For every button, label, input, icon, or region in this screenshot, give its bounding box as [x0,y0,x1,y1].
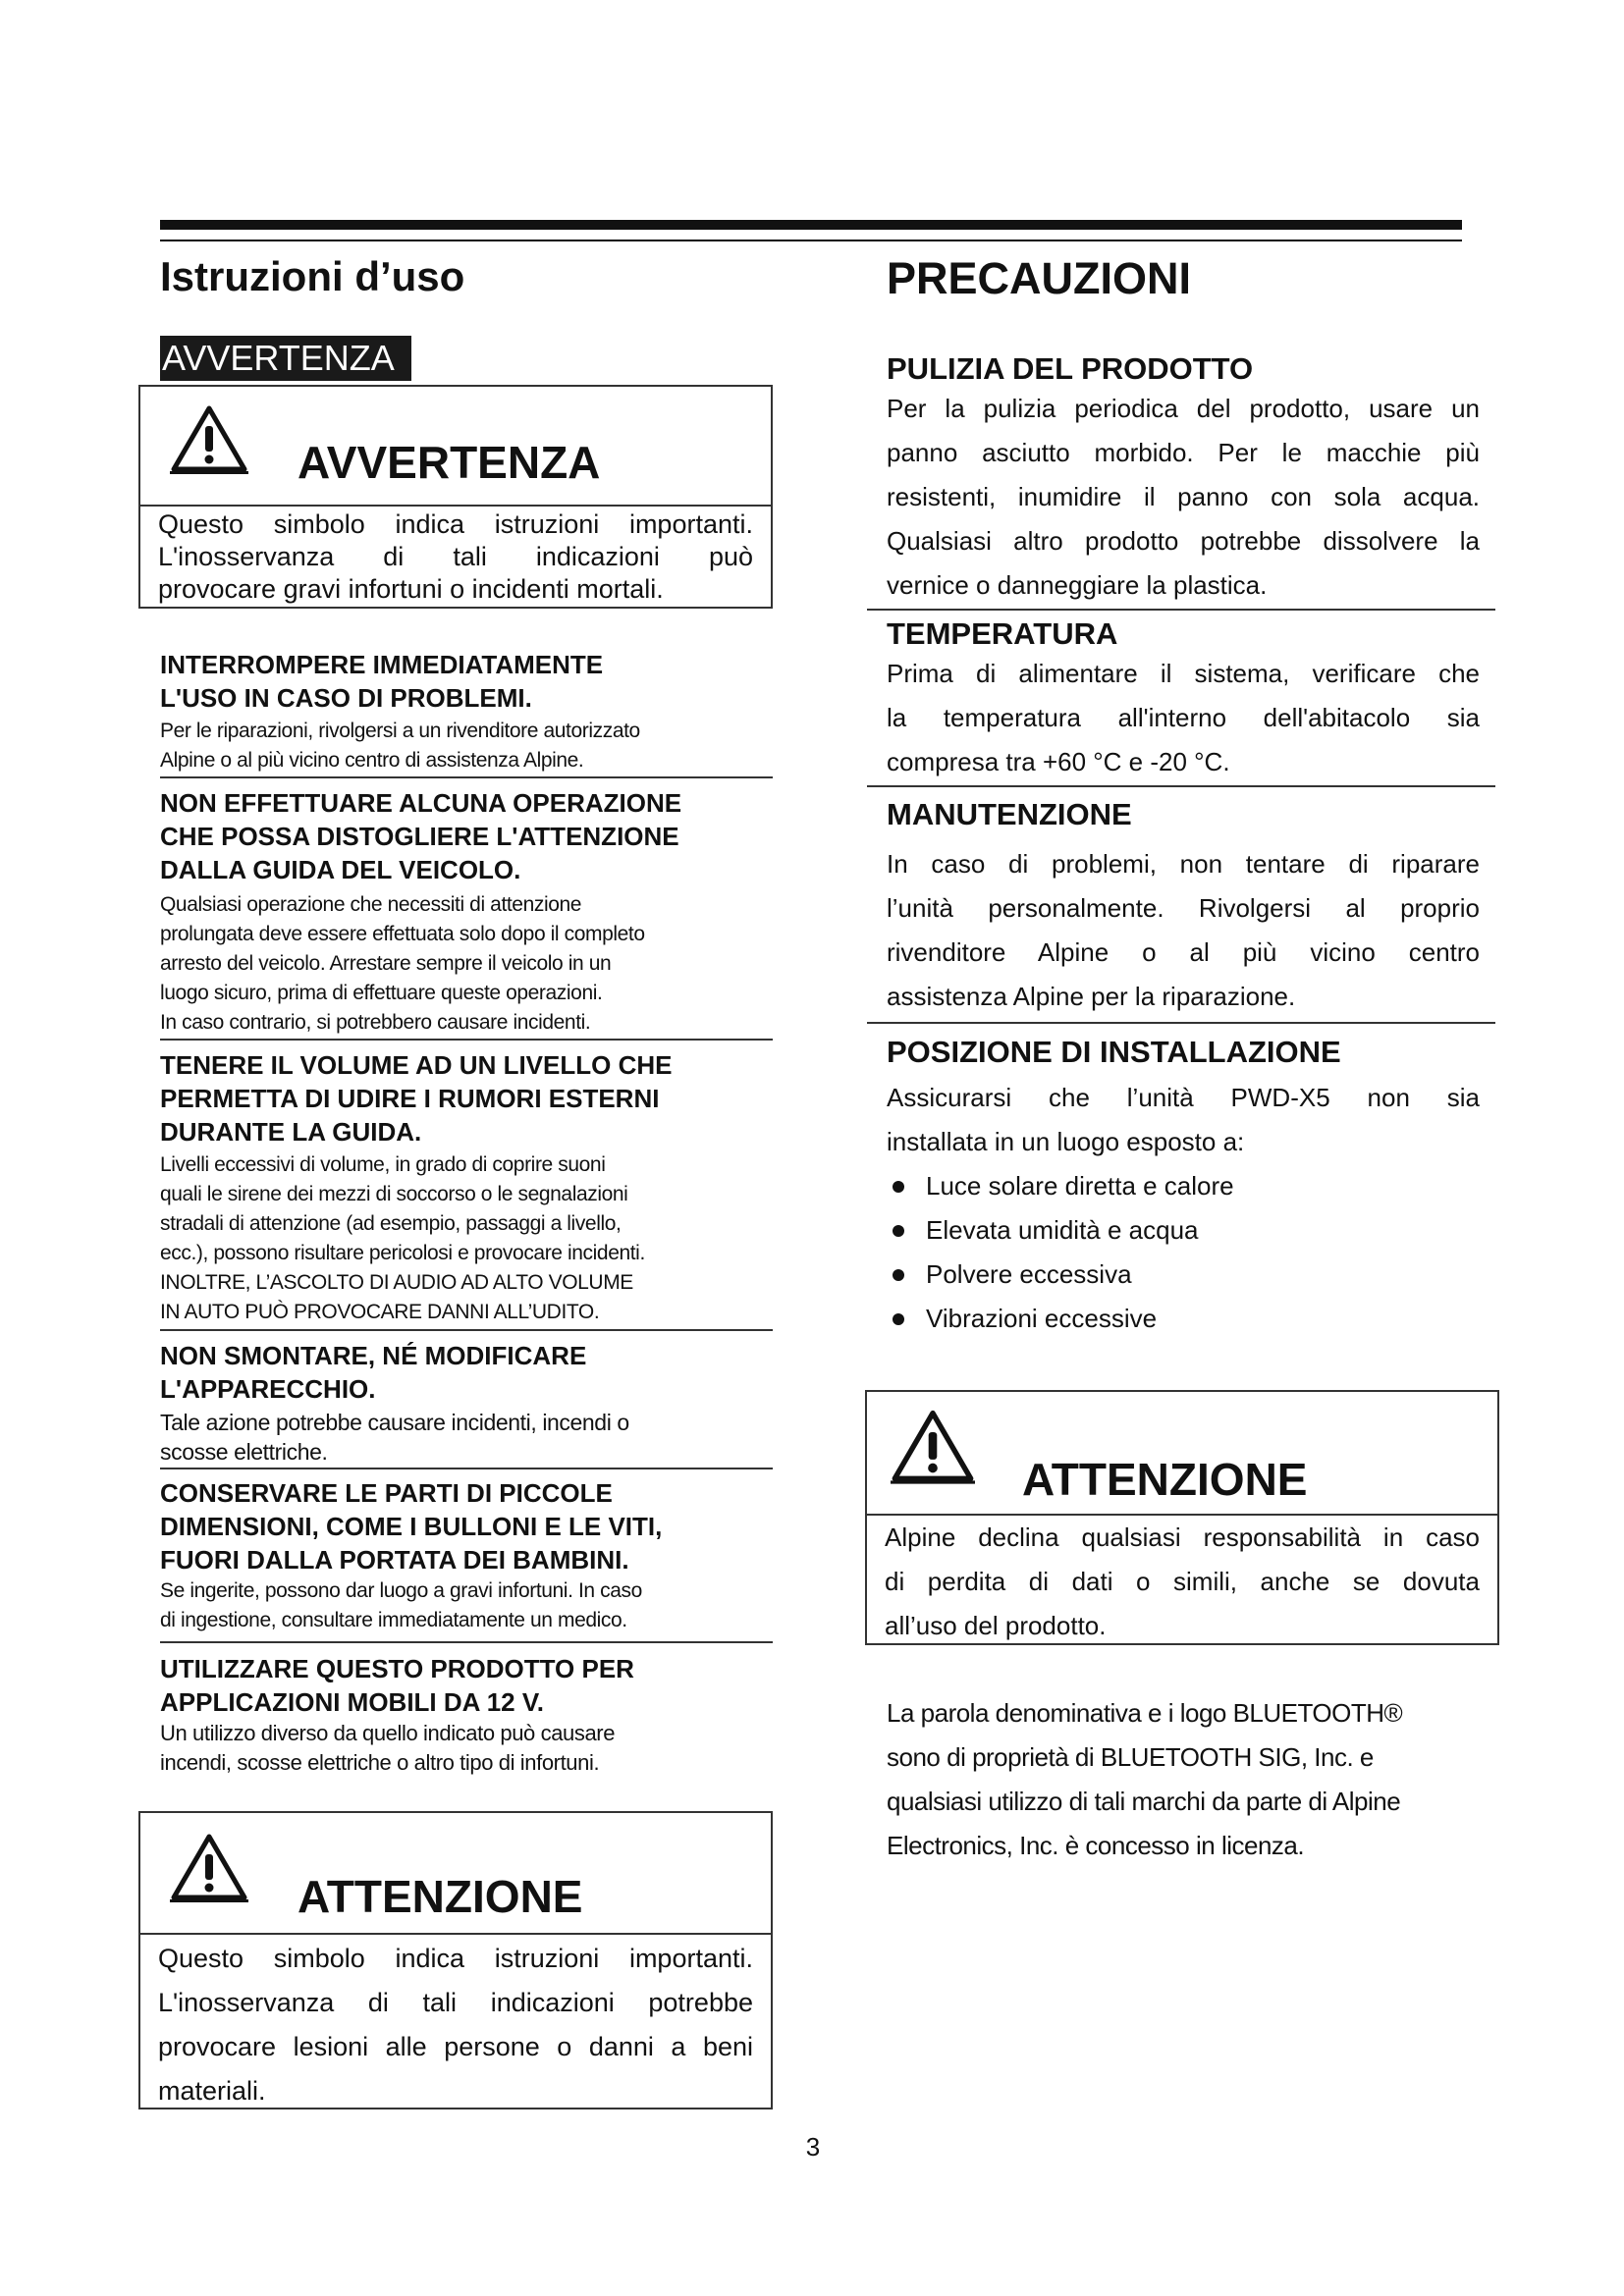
section-title-line: APPLICAZIONI MOBILI DA 12 V. [160,1687,545,1717]
body-line: compresa tra +60 °C e -20 °C. [887,747,1230,776]
section-body-line: prolungata deve essere effettuata solo dopo il completo [160,923,645,945]
section-separator [160,1039,773,1041]
section-separator [160,1641,773,1643]
caution-box-body [140,1935,771,2113]
section-title-line: CONSERVARE LE PARTI DI PICCOLE [160,1478,613,1508]
trademark-notice [887,1691,1495,1868]
left-heading: Istruzioni d’uso [160,253,465,299]
section-body-line: INOLTRE, L’ASCOLTO DI AUDIO AD ALTO VOLUME [160,1271,633,1294]
section-title-line: TENERE IL VOLUME AD UN LIVELLO CHE [160,1050,673,1080]
warning-triangle-icon [170,1833,248,1903]
body-line: vernice o danneggiare la plastica. [887,570,1268,600]
caution-line-4: materiali. [158,2076,266,2106]
section-title-line: DIMENSIONI, COME I BULLONI E LE VITI, [160,1512,663,1541]
trademark-line: qualsiasi utilizzo di tali marchi da parte di Alpine [887,1787,1401,1816]
section-separator [867,785,1495,787]
section-body [887,1076,1480,1164]
section-body [887,387,1480,608]
section-body-line: di ingestione, consultare immediatamente un medico. [160,1609,627,1631]
right-heading: PRECAUZIONI [887,253,1192,303]
section-title-line: L'APPARECCHIO. [160,1374,376,1404]
section-volume [160,1048,769,1327]
section-manutenzione [887,797,1480,1019]
top-rule-thick [160,220,1462,230]
section-title: TEMPERATURA [887,616,1118,651]
list-item: Vibrazioni eccessive [887,1297,1480,1341]
body-line: resistenti, inumidire il panno con sola acqua. [887,482,1480,511]
section-body-line: Qualsiasi operazione che necessiti di attenzione [160,893,582,916]
section-title-line: DALLA GUIDA DEL VEICOLO. [160,855,521,884]
section-pulizia [887,351,1480,608]
caution-line-3: all’uso del prodotto. [885,1611,1107,1640]
section-body-line: Se ingerite, possono dar luogo a gravi infortuni. In caso [160,1579,642,1602]
caution-line-3: provocare lesioni alle persone o danni a beni [158,2032,753,2061]
section-body-line: IN AUTO PUÒ PROVOCARE DANNI ALL’UDITO. [160,1301,600,1323]
section-title-line: UTILIZZARE QUESTO PRODOTTO PER [160,1654,634,1683]
body-line: Per la pulizia periodica del prodotto, usare un [887,394,1480,423]
section-separator [867,609,1495,611]
trademark-line: sono di proprietà di BLUETOOTH SIG, Inc. e [887,1742,1374,1772]
warning-line-3: provocare gravi infortuni o incidenti mortali. [158,574,664,604]
exposure-list [887,1164,1480,1341]
warning-box-header [140,387,771,507]
section-non-smontare [160,1339,769,1467]
section-body-line: Tale azione potrebbe causare incidenti, incendi o [160,1410,629,1435]
section-posizione [887,1035,1480,1341]
section-body-line: Un utilizzo diverso da quello indicato può causare [160,1721,616,1745]
caution-line-1: Alpine declina qualsiasi responsabilità in caso [885,1522,1480,1552]
section-body-line: Alpine o al più vicino centro di assistenza Alpine. [160,749,584,772]
section-title: MANUTENZIONE [887,797,1132,831]
warning-line-2: L'inosservanza di tali indicazioni può [158,542,753,571]
section-body [887,842,1480,1019]
body-line: Prima di alimentare il sistema, verificare che [887,659,1480,688]
section-body-line: ecc.), possono risultare pericolosi e provocare incidenti. [160,1242,645,1264]
warning-triangle-icon [170,404,248,475]
section-body-line: incendi, scosse elettriche o altro tipo di infortuni. [160,1750,600,1775]
top-rule-thin [160,240,1462,241]
page-number: 3 [805,2132,821,2162]
body-line: panno asciutto morbido. Per le macchie più [887,438,1480,467]
caution-box-right [865,1390,1499,1645]
warning-line-1: Questo simbolo indica istruzioni importanti. [158,509,753,539]
warning-box-title: AVVERTENZA [298,437,601,488]
section-body [887,652,1480,784]
section-separator [160,1329,773,1331]
section-body-line: arresto del veicolo. Arrestare sempre il veicolo in un [160,952,612,975]
warning-triangle-icon [891,1408,975,1486]
body-line: Qualsiasi altro prodotto potrebbe dissolvere la [887,526,1480,556]
body-line: l’unità personalmente. Rivolgersi al proprio [887,893,1480,923]
section-conservare [160,1476,769,1635]
warning-box [138,385,773,609]
section-body-line: stradali di attenzione (ad esempio, passaggi a livello, [160,1212,622,1235]
section-separator [867,1022,1495,1024]
section-separator [160,1468,773,1469]
section-body-line: Livelli eccessivi di volume, in grado di coprire suoni [160,1153,606,1176]
body-line: In caso di problemi, non tentare di riparare [887,849,1480,879]
caution-box-header [140,1813,771,1935]
section-body-line: quali le sirene dei mezzi di soccorso o le segnalazioni [160,1183,628,1205]
list-item: Polvere eccessiva [887,1253,1480,1297]
section-separator [160,776,773,778]
section-temperatura [887,616,1480,784]
section-title: PULIZIA DEL PRODOTTO [887,351,1254,386]
caution-box-body [867,1516,1497,1648]
caution-line-1: Questo simbolo indica istruzioni importanti. [158,1944,753,1973]
body-line: Assicurarsi che l’unità PWD-X5 non sia [887,1083,1480,1112]
list-item: Elevata umidità e acqua [887,1208,1480,1253]
warning-box-body [140,507,771,606]
warning-label-banner: AVVERTENZA [160,336,411,381]
section-body-line: scosse elettriche. [160,1439,328,1465]
body-line: rivenditore Alpine o al più vicino centro [887,937,1480,967]
body-line: assistenza Alpine per la riparazione. [887,982,1296,1011]
trademark-line: La parola denominativa e i logo BLUETOOTH® [887,1698,1403,1728]
caution-box-left [138,1811,773,2109]
section-body-line: In caso contrario, si potrebbero causare incidenti. [160,1011,591,1034]
section-title-line: INTERROMPERE IMMEDIATAMENTE [160,650,604,679]
caution-box-header [867,1392,1497,1516]
section-title-line: NON SMONTARE, NÉ MODIFICARE [160,1341,587,1370]
caution-line-2: L'inosservanza di tali indicazioni potrebbe [158,1988,753,2017]
body-line: la temperatura all'interno dell'abitacolo sia [887,703,1480,732]
section-body-line: luogo sicuro, prima di effettuare queste operazioni. [160,982,603,1004]
section-title-line: NON EFFETTUARE ALCUNA OPERAZIONE [160,788,682,818]
section-title-line: FUORI DALLA PORTATA DEI BAMBINI. [160,1545,629,1575]
section-title-line: L'USO IN CASO DI PROBLEMI. [160,683,532,713]
section-interrompere [160,648,769,775]
section-title: POSIZIONE DI INSTALLAZIONE [887,1035,1341,1069]
section-title-line: CHE POSSA DISTOGLIERE L'ATTENZIONE [160,822,679,851]
caution-box-title: ATTENZIONE [298,1871,583,1922]
section-utilizzare [160,1652,769,1778]
list-item: Luce solare diretta e calore [887,1164,1480,1208]
caution-line-2: di perdita di dati o simili, anche se dovuta [885,1567,1480,1596]
body-line: installata in un luogo esposto a: [887,1127,1245,1156]
section-title-line: PERMETTA DI UDIRE I RUMORI ESTERNI [160,1084,660,1113]
section-body-line: Per le riparazioni, rivolgersi a un rivenditore autorizzato [160,720,640,742]
section-title-line: DURANTE LA GUIDA. [160,1117,422,1147]
caution-box-title: ATTENZIONE [1022,1454,1308,1505]
section-non-effettuare [160,786,769,1038]
trademark-line: Electronics, Inc. è concesso in licenza. [887,1831,1305,1860]
